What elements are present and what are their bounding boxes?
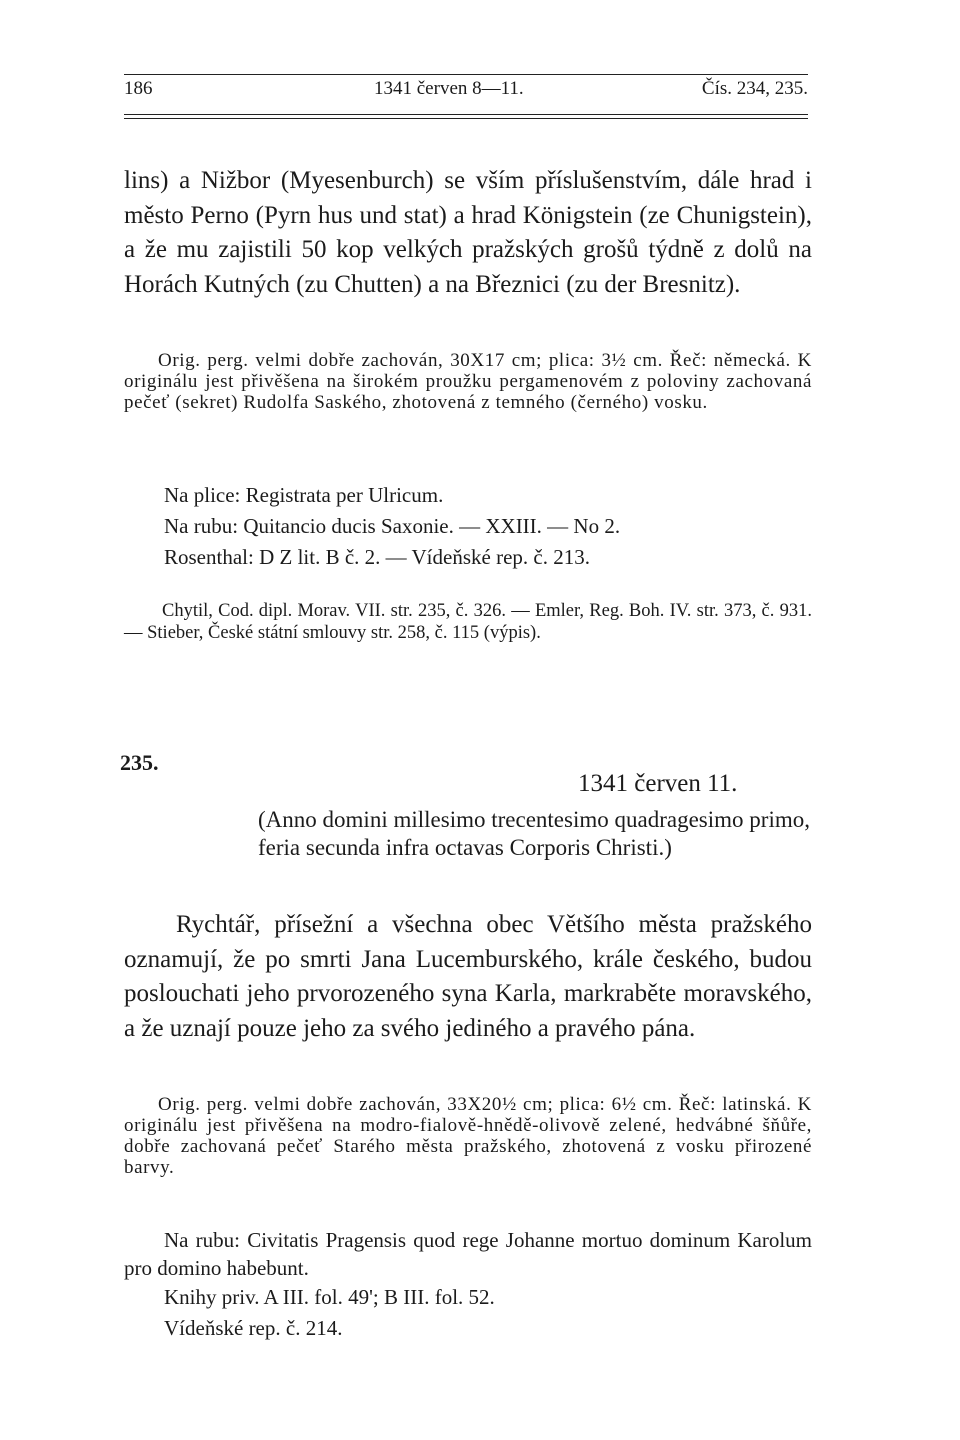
page-number: 186 bbox=[124, 78, 153, 99]
entry-235-vienna: Vídeňské rep. č. 214. bbox=[164, 1316, 343, 1340]
header-rule-top bbox=[124, 74, 808, 75]
entry-235-books: Knihy priv. A III. fol. 49'; B III. fol. 52. bbox=[164, 1285, 495, 1309]
entry-234-note: Orig. perg. velmi dobře zachován, 30X17 cm; plica: 3½ cm. Řeč: německá. K originálu jest přivěšena na širokém proužku pergamenovém z poloviny zachovaná pečeť (sekret) Rudolfa Saského, zhotovená z temného (černého) vosku. bbox=[124, 350, 812, 413]
header-entry-numbers: Čís. 234, 235. bbox=[701, 78, 808, 99]
running-header bbox=[124, 78, 808, 102]
entry-235-latin-date: (Anno domini millesimo trecentesimo quadragesimo primo, feria secunda infra octavas Corporis Christi.) bbox=[258, 807, 810, 860]
entry-234-verso: Na rubu: Quitancio ducis Saxonie. — XXIII. — No 2. bbox=[164, 514, 621, 538]
header-rule-bottom-double bbox=[124, 118, 808, 119]
header-date: 1341 červen 8—11. bbox=[374, 78, 524, 99]
entry-234-plica: Na plice: Registrata per Ulricum. bbox=[164, 483, 444, 507]
entry-234-continuation: lins) a Nižbor (Myesenburch) se vším příslušenstvím, dále hrad i město Perno (Pyrn hus und stat) a hrad Königstein (ze Chunigstein), a že mu zajistili 50 kop velkých pražských grošů týdně z dolů na Horách Kutných (zu Chutten) a na Březnici (zu der Bresnitz). bbox=[124, 167, 812, 298]
entry-235-date: 1341 červen 11. bbox=[578, 770, 738, 797]
entry-235-summary: Rychtář, přísežní a všechna obec Většího města pražského oznamují, že po smrti Jana Lucemburského, krále českého, budou poslouchati jeho prvorozeného syna Karla, markraběte moravského, a že uznají pouze jeho za svého jediného a pravého pána. bbox=[124, 911, 812, 1042]
entry-235-endorsements bbox=[124, 1226, 812, 1344]
entry-235-verso: Na rubu: Civitatis Pragensis quod rege Johanne mortuo dominum Karolum pro domino habebunt. bbox=[124, 1228, 812, 1280]
entry-235-number: 235. bbox=[120, 750, 159, 775]
entry-234-endorsements bbox=[124, 480, 812, 573]
header-rule-bottom bbox=[124, 114, 808, 115]
entry-234-literature: Chytil, Cod. dipl. Morav. VII. str. 235, č. 326. — Emler, Reg. Boh. IV. str. 373, č. 931. — Stieber, České státní smlouvy str. 258, č. 115 (výpis). bbox=[124, 601, 812, 643]
entry-234-rosenthal: Rosenthal: D Z lit. B č. 2. — Vídeňské rep. č. 213. bbox=[164, 545, 590, 569]
entry-235-note: Orig. perg. velmi dobře zachován, 33X20½ cm; plica: 6½ cm. Řeč: latinská. K originálu jest přivěšena na modro-fialově-hnědě-olivově zelené, hedvábné šňůře, dobře zachovaná pečeť Starého města pražského, zhotovená z vosku přirozené barvy. bbox=[124, 1094, 812, 1178]
